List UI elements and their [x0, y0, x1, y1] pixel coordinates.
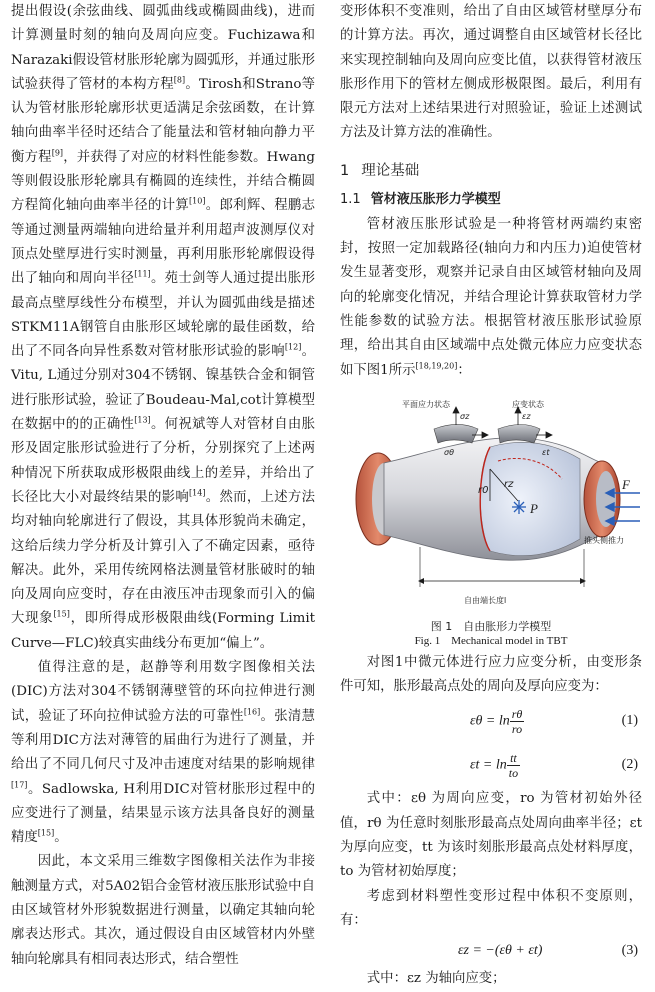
tube-bulge-diagram [340, 389, 642, 619]
text-run: 。然而，上述方法均对轴向轮廓进行了假设，其具体形貌尚未确定，这给后续力学分析及计算引入了不确定因素，亟待解决。此外，采用传统网格法测量管材胀破时的轴向及周向应变时，存在由液压冲击现象而引入的偏大现象 [11, 489, 316, 627]
label-free-length: 自由端长度l [464, 595, 507, 605]
text-run: 。郎利辉、程鹏志等通过测量两端轴向进给量并利用超声波测厚仪对顶点处壁厚进行实时测量，再利用胀形轮廓假设得出了轴向和周向半径 [11, 198, 316, 287]
citation[interactable]: [18,19,20] [415, 361, 458, 371]
text-run: ： [457, 362, 471, 378]
citation[interactable]: [15] [53, 609, 70, 619]
subsection-title: 管材液压胀形力学模型 [370, 191, 501, 207]
section-title: 理论基础 [361, 162, 420, 179]
equation-number: (2) [621, 757, 638, 773]
label-pressure: P [530, 500, 538, 516]
citation[interactable]: [12] [284, 342, 302, 352]
text-run: 。Tirosh和Strano等认为管材胀形轮廓形状更适满足余弦函数，在计算轴向曲率半径时还结合了能量法和管材轴向静力平衡方程 [11, 76, 315, 165]
citation[interactable]: [8] [173, 75, 186, 85]
citation[interactable]: [16] [243, 707, 261, 717]
subsection-heading-1-1 [340, 186, 642, 213]
label-plane-stress: 平面应力状态 [402, 399, 450, 409]
denominator: ro [511, 722, 523, 737]
section-heading-1 [340, 156, 642, 186]
pressure-arrows [512, 500, 526, 514]
equation-number: (3) [621, 943, 638, 959]
label-rz: rz [504, 478, 514, 490]
citation[interactable]: [11] [134, 269, 151, 279]
dic-paragraph [11, 656, 315, 850]
text-run: 。Sadlowska, H利用DIC对管材胀形过程中的应变进行了测量，结果显示该方法具备良好的测量精度 [11, 781, 315, 846]
figure-1-mechanical-model [340, 389, 642, 619]
left-column [11, 0, 315, 972]
section-number: 1 [340, 162, 350, 179]
analysis-paragraph: 对图1中微元体进行应力应变分析，由变形条件可知，胀形最高点处的周向及厚向应变为： [340, 654, 642, 695]
volume-constancy-paragraph: 考虑到材料塑性变形过程中体积不变原则，有： [340, 888, 642, 928]
label-force: F [622, 476, 630, 492]
equation-3 [340, 933, 642, 967]
fraction [510, 707, 525, 736]
method-paragraph: 因此，本文采用三维数字图像相关法作为非接触测量方式，对5A02铝合金管材液压胀形试验中自由区域管材外形貌数据进行测量，以确定其轴向轮廓表达形式。其次，通过假设自由区域管材内外壁轴向轮廓具有相同表达形式，结合塑性 [11, 854, 315, 967]
label-sigma-z: σz [460, 411, 470, 421]
right-column [340, 0, 642, 992]
text-run: ，即所得成形极限曲线(Forming Limit Curve—FLC)较真实曲线分布更加“偏上”。 [11, 611, 316, 651]
text-run: 。 [54, 830, 68, 846]
citation[interactable]: [14] [189, 488, 206, 498]
text-run: 。何祝斌等人对管材自由胀形及固定胀形试验进行了分析，分别探究了上述两种情况下所获取成形极限曲线上的差异，并给出了长径比大小对最终结果的影响 [11, 417, 316, 505]
dim-arrow-left [418, 578, 424, 584]
equation-1 [340, 699, 642, 743]
model-paragraph [340, 213, 642, 383]
denominator: to [508, 766, 519, 781]
text-run: 。苑士剑等人通过提出胀形最高点壁厚线性分布模型，并认为圆弧曲线是描述STKM11A钢管自由胀形区域轮廓的最佳函数，给出了不同各向异性系数对管材胀形试验的影响 [11, 271, 316, 360]
equation-2 [340, 743, 642, 787]
stress-element [434, 424, 478, 443]
equation-1-body [470, 707, 524, 736]
subsection-number: 1.1 [340, 191, 361, 207]
citation[interactable]: [9] [51, 148, 64, 158]
numerator: tt [507, 751, 520, 766]
fraction [507, 751, 520, 780]
text-run: 。Vitu, L通过分别对304不锈钢、镍基铁合金和铜管进行胀形试验，验证了Boudeau-Mal,cot计算模型在数据中的的正确性 [11, 344, 316, 433]
axial-strain-definition: 式中：εz 为轴向应变； [366, 971, 506, 987]
equation-lhs: εθ = ln [470, 714, 510, 730]
citation[interactable]: [15] [37, 828, 55, 838]
numerator: rθ [511, 707, 523, 722]
variable-definitions: 式中：εθ 为周向应变，ro 为管材初始外径值，rθ 为任意时刻胀形最高点处周向曲率半径；εt 为厚向应变，tt 为该时刻胀形最高点处材料厚度，to 为管材初始厚度； [340, 791, 642, 880]
equation-2-body [470, 751, 520, 780]
text-run: 值得注意的是，赵静等利用数字图像相关法(DIC)方法对304不锈钢薄壁管的环向拉伸进行测试，验证了环向拉伸试验方法的可靠性 [11, 660, 315, 724]
label-eps-z: εz [522, 411, 531, 421]
citation[interactable]: [13] [134, 415, 151, 425]
text-run: ，并获得了对应的材料性能参数。Hwang等则假设胀形轮廓具有椭圆的连续性，并结合椭圆方程简化轴向曲率半径的计算 [11, 149, 316, 214]
equation-lhs: εt = ln [470, 758, 507, 774]
equation-3-body: εz = −(εθ + εt) [458, 943, 543, 959]
continuation-paragraph: 变形体积不变准则，给出了自由区域管材壁厚分布的计算方法。再次，通过调整自由区域管材长径比来实现控制轴向及周向应变比值，以获得管材液压胀形作用下的管材左侧成形极限图。最后，利用有限元方法对上述结果进行对照验证，验证上述测试方法及计算方法的准确性。 [340, 4, 642, 141]
text-run: 。张清慧等利用DIC方法对薄管的届曲行为进行了测量，并给出了不同几何尺寸及冲击速度对结果的影响规律 [11, 708, 316, 773]
label-push-force: 推头侧推力 [584, 535, 624, 545]
strain-element [498, 424, 540, 443]
label-strain-state: 应变状态 [512, 399, 544, 409]
text-run: 提出假设(余弦曲线、圆弧曲线或椭圆曲线)，进而计算测量时刻的轴向及周向应变。Fuchizawa和Narazaki假设管材胀形轮廓为圆弧形，并通过胀形试验获得了管材的本构方程 [11, 4, 315, 92]
dim-arrow-right [580, 578, 586, 584]
text-run: 管材液压胀形试验是一种将管材两端约束密封，按照一定加载路径(轴向力和内压力)迫使管材发生显著变形，观察并记录自由区域管材轴向及周向的轮廓变化情况，并结合理论计算获取管材力学性能参数的试验方法。根据管材液压胀形试验原理，给出其自由区域端中点处微元体应力应变状态如下图1所示 [340, 216, 642, 378]
equation-number: (1) [621, 713, 638, 729]
intro-paragraph [11, 0, 315, 656]
figure-caption-cn: 图 1 自由胀形力学模型 [430, 619, 552, 633]
label-sigma-theta: σθ [444, 447, 454, 457]
citation[interactable]: [10] [189, 196, 206, 206]
figure-caption-en: Fig. 1 Mechanical model in TBT [414, 634, 568, 647]
label-eps-t: εt [542, 447, 550, 457]
label-r0: r0 [478, 484, 489, 496]
citation[interactable]: [17] [11, 780, 28, 790]
